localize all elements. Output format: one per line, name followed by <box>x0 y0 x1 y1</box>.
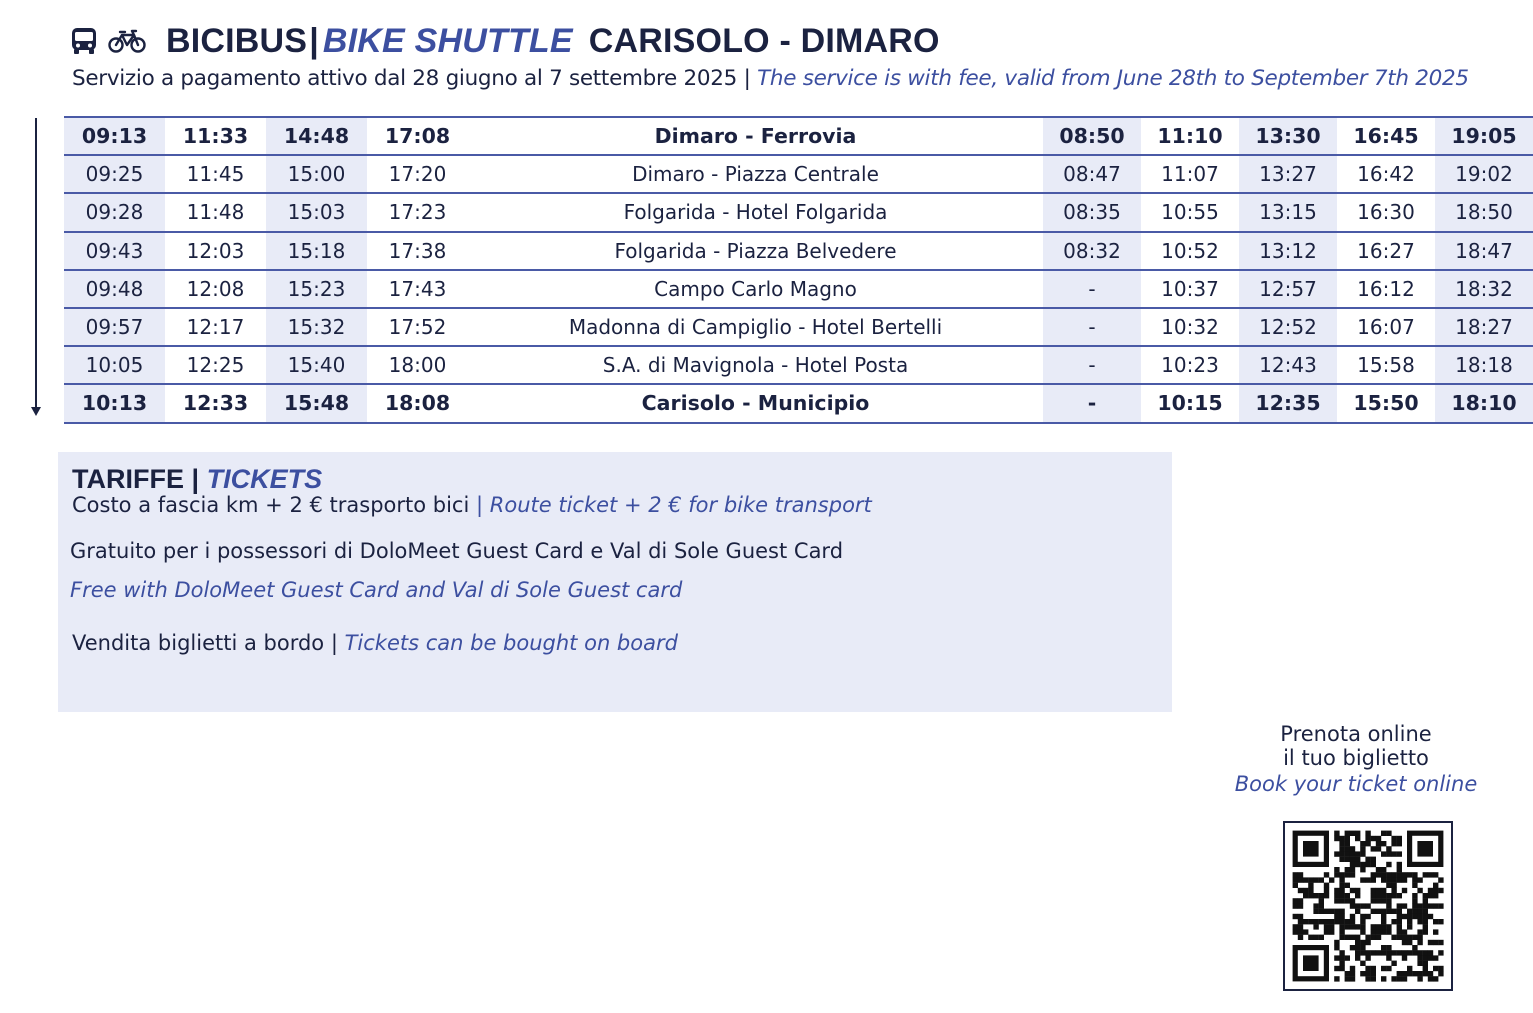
return-time: 12:57 <box>1239 270 1337 308</box>
departure-time: 09:28 <box>64 193 165 231</box>
tickets-cost-it: Costo a fascia km + 2 € trasporto bici <box>72 493 470 517</box>
return-time: - <box>1043 384 1141 422</box>
return-time: 19:02 <box>1435 155 1533 193</box>
return-time: 18:27 <box>1435 308 1533 346</box>
departure-time: 12:08 <box>165 270 266 308</box>
return-time: 12:52 <box>1239 308 1337 346</box>
stop-name: Madonna di Campiglio - Hotel Bertelli <box>468 308 1043 346</box>
departure-time: 09:13 <box>64 117 165 155</box>
timetable-row <box>64 346 1533 384</box>
departure-time: 17:23 <box>367 193 468 231</box>
departure-time: 15:40 <box>266 346 367 384</box>
return-time: - <box>1043 346 1141 384</box>
return-time: 13:27 <box>1239 155 1337 193</box>
departure-time: 09:25 <box>64 155 165 193</box>
timetable-row <box>64 270 1533 308</box>
departure-time: 15:32 <box>266 308 367 346</box>
timetable-row <box>64 117 1533 155</box>
return-time: 10:15 <box>1141 384 1239 422</box>
tickets-box <box>58 452 1172 712</box>
departure-time: 18:00 <box>367 346 468 384</box>
booking-line2: il tuo biglietto <box>1283 746 1429 770</box>
bike-icon <box>108 28 146 54</box>
departure-time: 17:20 <box>367 155 468 193</box>
return-time: - <box>1043 308 1141 346</box>
departure-time: 17:08 <box>367 117 468 155</box>
stop-name: Folgarida - Piazza Belvedere <box>468 232 1043 270</box>
departure-time: 15:00 <box>266 155 367 193</box>
return-time: 16:42 <box>1337 155 1435 193</box>
departure-time: 12:17 <box>165 308 266 346</box>
tickets-free-it: Gratuito per i possessori di DoloMeet Guest Card e Val di Sole Guest Card <box>70 539 844 563</box>
return-time: 10:52 <box>1141 232 1239 270</box>
timetable <box>64 116 1533 424</box>
departure-time: 09:43 <box>64 232 165 270</box>
bus-icon <box>70 26 98 56</box>
title-route: CARISOLO - DIMARO <box>588 21 940 60</box>
stop-name: Campo Carlo Magno <box>468 270 1043 308</box>
return-time: 16:30 <box>1337 193 1435 231</box>
booking-line1: Prenota online <box>1280 722 1432 746</box>
return-time: 12:43 <box>1239 346 1337 384</box>
departure-time: 17:52 <box>367 308 468 346</box>
timetable-row <box>64 193 1533 231</box>
timetable-row <box>64 232 1533 270</box>
departure-time: 15:18 <box>266 232 367 270</box>
return-time: 08:50 <box>1043 117 1141 155</box>
return-time: 16:07 <box>1337 308 1435 346</box>
tickets-sale: Vendita biglietti a bordo | Tickets can be bought on board <box>72 631 678 655</box>
return-time: 19:05 <box>1435 117 1533 155</box>
return-time: 18:50 <box>1435 193 1533 231</box>
tickets-title-separator: | <box>191 464 200 494</box>
departure-time: 15:23 <box>266 270 367 308</box>
subtitle-it: Servizio a pagamento attivo dal 28 giugno al 7 settembre 2025 <box>72 66 738 91</box>
departure-time: 15:48 <box>266 384 367 422</box>
subtitle-separator: | <box>743 66 751 91</box>
qr-code[interactable] <box>1283 821 1453 991</box>
departure-time: 09:57 <box>64 308 165 346</box>
departure-time: 17:43 <box>367 270 468 308</box>
departure-time: 11:45 <box>165 155 266 193</box>
stop-name: Dimaro - Piazza Centrale <box>468 155 1043 193</box>
return-time: 08:32 <box>1043 232 1141 270</box>
return-time: 15:58 <box>1337 346 1435 384</box>
departure-time: 12:33 <box>165 384 266 422</box>
title-separator: | <box>309 21 319 60</box>
return-time: 15:50 <box>1337 384 1435 422</box>
departure-time: 18:08 <box>367 384 468 422</box>
departure-time: 10:05 <box>64 346 165 384</box>
return-time: 10:37 <box>1141 270 1239 308</box>
booking-text <box>1220 722 1492 796</box>
departure-time: 17:38 <box>367 232 468 270</box>
timetable-row <box>64 308 1533 346</box>
return-time: 08:35 <box>1043 193 1141 231</box>
arrow-down-icon <box>28 118 44 418</box>
stop-name: Folgarida - Hotel Folgarida <box>468 193 1043 231</box>
departure-time: 11:48 <box>165 193 266 231</box>
stop-name: Dimaro - Ferrovia <box>468 117 1043 155</box>
return-time: 10:23 <box>1141 346 1239 384</box>
return-time: 10:32 <box>1141 308 1239 346</box>
return-time: 18:47 <box>1435 232 1533 270</box>
stop-name: S.A. di Mavignola - Hotel Posta <box>468 346 1043 384</box>
return-time: 13:15 <box>1239 193 1337 231</box>
tickets-sale-en: Tickets can be bought on board <box>344 631 678 655</box>
booking-en: Book your ticket online <box>1234 772 1478 796</box>
return-time: 16:45 <box>1337 117 1435 155</box>
stop-name: Carisolo - Municipio <box>468 384 1043 422</box>
departure-time: 15:03 <box>266 193 367 231</box>
return-time: 12:35 <box>1239 384 1337 422</box>
departure-time: 11:33 <box>165 117 266 155</box>
return-time: 13:30 <box>1239 117 1337 155</box>
return-time: 11:07 <box>1141 155 1239 193</box>
departure-time: 09:48 <box>64 270 165 308</box>
tickets-cost: Costo a fascia km + 2 € trasporto bici | Route ticket + 2 € for bike transport <box>72 493 872 517</box>
departure-time: 14:48 <box>266 117 367 155</box>
subtitle-en: The service is with fee, valid from June 28th to September 7th 2025 <box>757 66 1469 91</box>
header <box>70 18 1470 64</box>
return-time: 16:12 <box>1337 270 1435 308</box>
return-time: - <box>1043 270 1141 308</box>
tickets-sale-it: Vendita biglietti a bordo <box>72 631 325 655</box>
return-time: 18:18 <box>1435 346 1533 384</box>
timetable-row <box>64 384 1533 422</box>
tickets-title-it: TARIFFE <box>72 464 184 494</box>
return-time: 18:32 <box>1435 270 1533 308</box>
departure-time: 12:25 <box>165 346 266 384</box>
return-time: 18:10 <box>1435 384 1533 422</box>
title-it: BICIBUS <box>166 21 308 60</box>
tickets-cost-en: Route ticket + 2 € for bike transport <box>489 493 872 517</box>
return-time: 11:10 <box>1141 117 1239 155</box>
return-time: 10:55 <box>1141 193 1239 231</box>
tickets-title-en: TICKETS <box>206 464 323 494</box>
return-time: 16:27 <box>1337 232 1435 270</box>
tickets-title <box>72 464 322 495</box>
return-time: 08:47 <box>1043 155 1141 193</box>
title-en: BIKE SHUTTLE <box>322 21 573 60</box>
timetable-row <box>64 155 1533 193</box>
tickets-free-en: Free with DoloMeet Guest Card and Val di Sole Guest card <box>70 578 683 602</box>
service-subtitle <box>72 66 1469 91</box>
departure-time: 10:13 <box>64 384 165 422</box>
page-title <box>166 22 940 61</box>
departure-time: 12:03 <box>165 232 266 270</box>
return-time: 13:12 <box>1239 232 1337 270</box>
